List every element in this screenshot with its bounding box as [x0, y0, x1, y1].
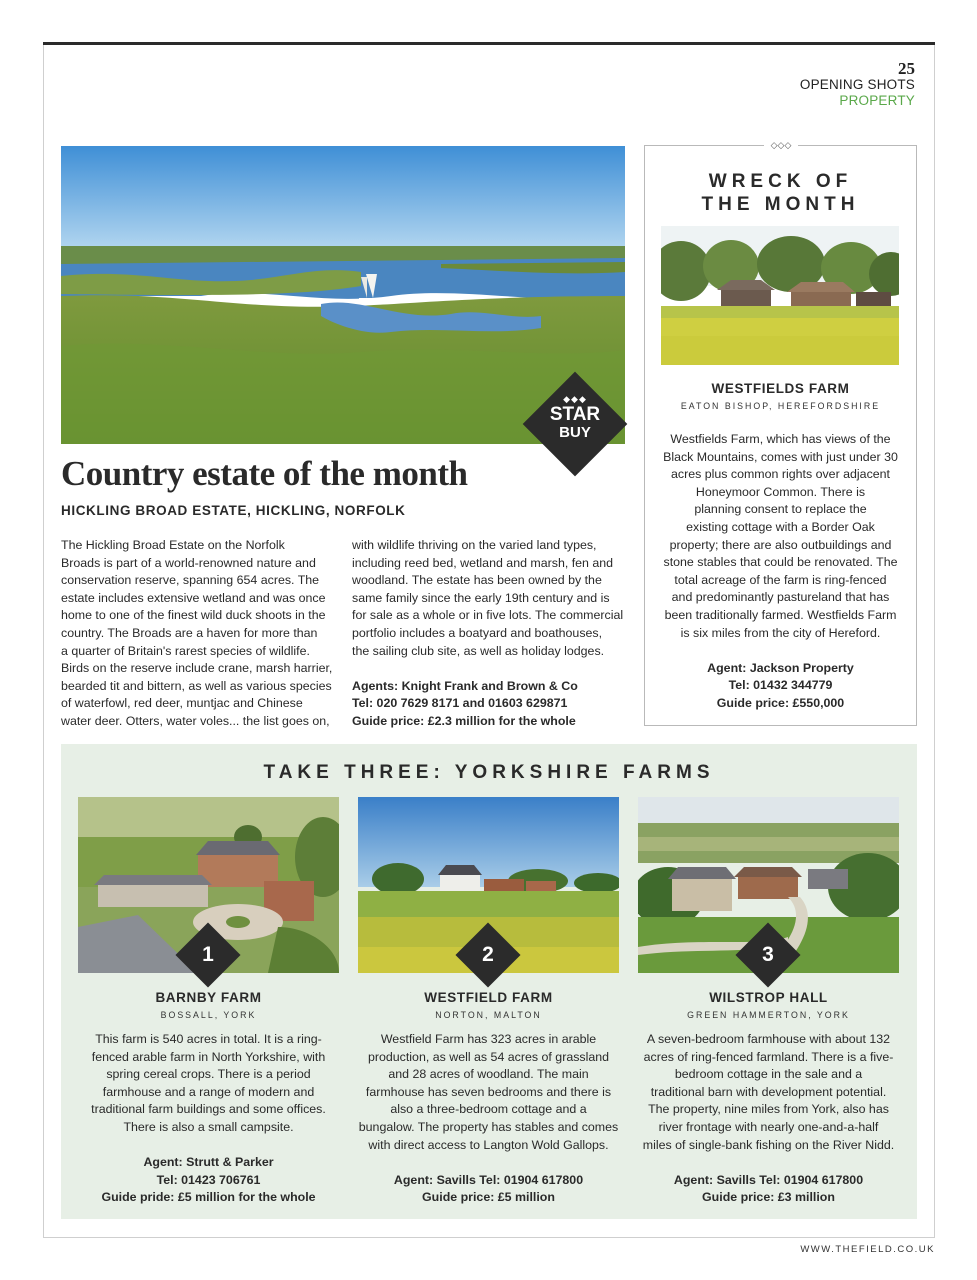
body-line: with wildlife thriving on the varied land types, — [352, 538, 597, 552]
body-line: also a three-bedroom cottage and a — [390, 1102, 587, 1117]
diamond-ornament-icon: ◆◆◆ — [563, 394, 587, 404]
farm-agent: Agent: Strutt & Parker Tel: 01423 706761 Guide pride: £5 million for the whole — [101, 1155, 316, 1205]
folio — [800, 60, 915, 109]
body-line: The property, nine miles from York, also has — [648, 1102, 889, 1117]
body-line: with direct access to Langton Wold Gallops. — [368, 1137, 609, 1152]
body-line: for sale as a whole or in five lots. The commercial — [352, 608, 624, 623]
body-line: Westfields Farm, which has views of the — [670, 432, 891, 446]
body-line: Honeymoor Common. There is — [695, 484, 866, 499]
feature-subhead: HICKLING BROAD ESTATE, HICKLING, NORFOLK — [61, 503, 406, 518]
body-line: acres of ring-fenced farmland. There is a five- — [643, 1049, 894, 1064]
body-line: and predominantly pastureland that has — [671, 590, 890, 605]
body-line: There is also a small campsite. — [123, 1119, 294, 1134]
body-line: bearded tit and bittern, as well as various species — [61, 678, 332, 693]
farm-body-2 — [358, 1031, 619, 1207]
footer-url: WWW.THEFIELD.CO.UK — [800, 1244, 935, 1255]
farm-body-3 — [638, 1031, 899, 1207]
number-badge-2: 2 — [465, 932, 511, 978]
page-border-right — [934, 45, 935, 1238]
farm-location: GREEN HAMMERTON, YORK — [687, 1010, 850, 1020]
farm-name: BARNBY FARM — [155, 990, 262, 1005]
body-line: been traditionally farmed. Westfields Farm — [664, 607, 897, 622]
body-line: conservation reserve, spanning 654 acres. The — [61, 573, 320, 588]
farm-location: NORTON, MALTON — [435, 1010, 542, 1020]
body-line: traditional farm buildings and some offices. — [91, 1102, 326, 1117]
wreck-title-line2: THE MONTH — [701, 194, 860, 215]
body-line: Broads is part of a world-renowned nature and — [61, 555, 316, 570]
body-line: of waterfowl, red deer, muntjac and Chinese — [61, 696, 303, 711]
body-line: home to one of the finest wild duck shoots in the — [61, 608, 326, 623]
body-line: spring cereal crops. There is a period — [106, 1067, 311, 1082]
body-line: production, as well as 54 acres of grassland — [367, 1049, 610, 1064]
feature-guide-price: Guide price: £2.3 million for the whole — [352, 713, 576, 728]
body-line: A seven-bedroom farmhouse with about 132 — [646, 1032, 891, 1046]
subsection-label: PROPERTY — [839, 93, 915, 108]
wreck-title-line1: WRECK OF — [708, 171, 853, 192]
body-line: fenced arable farm in North Yorkshire, with — [91, 1049, 326, 1064]
body-line: planning consent to replace the — [694, 502, 867, 517]
body-line: farmhouse and a range of modern and — [102, 1084, 315, 1099]
body-line: bungalow. The property has stables and comes — [358, 1119, 619, 1134]
star-buy-line2: BUY — [559, 424, 591, 441]
number-badge-3: 3 — [745, 932, 791, 978]
wreck-agent: Agent: Jackson Property — [707, 660, 854, 675]
star-buy-badge — [538, 387, 612, 461]
body-line: portfolio includes a boatyard and boathouses, — [352, 625, 603, 640]
feature-body-column-2 — [352, 537, 630, 731]
body-line: traditional barn with development potential. — [650, 1084, 887, 1099]
feature-headline: Country estate of the month — [61, 454, 468, 493]
page-border-left — [43, 45, 44, 1238]
farm-agent: Agent: Savills Tel: 01904 617800 Guide price: £5 million — [393, 1172, 584, 1205]
wreck-guide-price: Guide price: £550,000 — [716, 695, 845, 710]
body-line: farmhouse has seven bedrooms and there is — [365, 1084, 612, 1099]
body-line: water deer. Otters, water voles... the list goes on, — [61, 713, 330, 728]
body-line: is six miles from the city of Hereford. — [680, 625, 881, 640]
feature-agents: Agents: Knight Frank and Brown & Co — [352, 678, 578, 693]
body-line: Westfield Farm has 323 acres in arable — [380, 1032, 597, 1046]
body-line: stone stables that could be renovated. The — [663, 555, 898, 570]
take-three-title: TAKE THREE: YORKSHIRE FARMS — [263, 762, 715, 783]
feature-tel: Tel: 020 7629 8171 and 01603 629871 — [352, 696, 568, 711]
body-line: existing cottage with a Border Oak — [686, 519, 875, 534]
body-line: miles of single-bank fishing on the River Nidd. — [642, 1137, 895, 1152]
wreck-body — [656, 431, 905, 713]
feature-body-column-1 — [61, 537, 339, 731]
body-line: country. The Broads are a haven for more than — [61, 625, 318, 640]
body-line: woodland. The estate has been owned by the — [352, 573, 602, 588]
body-line: Birds on the reserve include crane, marsh harrier, — [61, 661, 333, 676]
westfields-farm-photo — [661, 226, 899, 365]
body-line: acres plus common rights over adjacent — [670, 467, 890, 482]
body-line: and 28 acres of woodland. The main — [388, 1067, 589, 1082]
body-line: same family since the early 19th century and is — [352, 590, 610, 605]
body-line: river frontage with nearly one-and-a-half — [658, 1119, 879, 1134]
farm-name: WESTFIELD FARM — [424, 990, 553, 1005]
page-number: 25 — [898, 59, 915, 78]
farm-location: BOSSALL, YORK — [160, 1010, 257, 1020]
farm-name: WILSTROP HALL — [709, 990, 828, 1005]
body-line: including reed bed, wetland and marsh, fen and — [352, 555, 614, 570]
wreck-property-location: EATON BISHOP, HEREFORDSHIRE — [680, 401, 881, 411]
number-badge-1: 1 — [185, 932, 231, 978]
page-border-bottom — [43, 1237, 935, 1238]
top-rule — [43, 42, 935, 45]
wreck-title — [644, 170, 917, 216]
wreck-property-name: WESTFIELDS FARM — [711, 381, 850, 396]
body-line: property; there are also outbuildings and — [669, 537, 892, 552]
body-line: total acreage of the farm is ring-fenced — [674, 572, 887, 587]
farm-agent: Agent: Savills Tel: 01904 617800 Guide price: £3 million — [673, 1172, 864, 1205]
farm-body-1 — [78, 1031, 339, 1207]
diamond-ornament-icon: ◇◇◇ — [764, 138, 798, 152]
body-line: Black Mountains, comes with just under 30 — [663, 449, 898, 464]
body-line: estate includes extensive wetland and was once — [61, 590, 326, 605]
star-buy-line1: STAR — [549, 404, 601, 425]
wreck-tel: Tel: 01432 344779 — [728, 678, 833, 693]
body-line: bedroom cottage in the sale and a — [674, 1067, 863, 1082]
body-line: the sailing club site, as well as holiday lodges. — [352, 643, 605, 658]
section-label: OPENING SHOTS — [799, 77, 915, 92]
body-line: a quarter of Britain's rarest species of wildlife. — [61, 643, 310, 658]
body-line: This farm is 540 acres in total. It is a ring- — [95, 1032, 322, 1046]
body-line: The Hickling Broad Estate on the Norfolk — [61, 538, 285, 552]
